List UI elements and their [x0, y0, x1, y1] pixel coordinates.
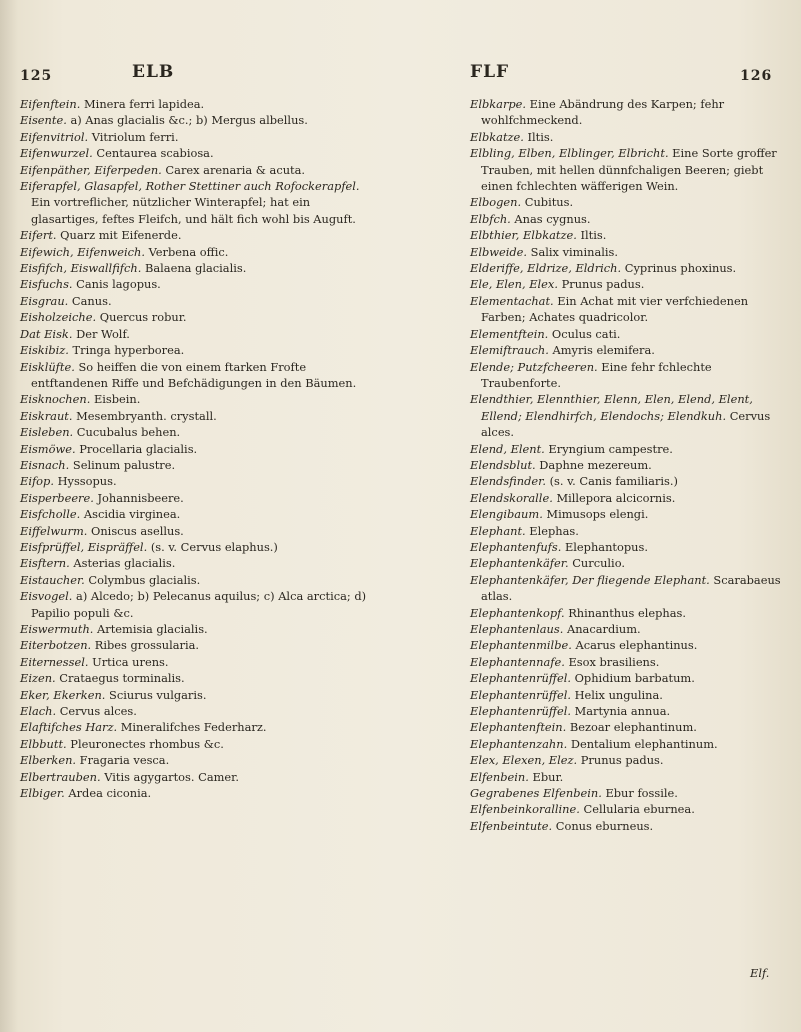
entry-term: Eiffelwurm.: [20, 523, 88, 538]
entry-definition: Dentalium elephantinum.: [567, 736, 718, 751]
entry-definition: Selinum palustre.: [69, 457, 176, 472]
entry-definition: Colymbus glacialis.: [84, 572, 201, 587]
entry-term: Elbkarpe.: [470, 97, 527, 111]
entry-definition: Eisbein.: [90, 392, 141, 407]
entry-definition: Quarz mit Eifenerde.: [56, 228, 182, 243]
entry-term: Elbogen.: [470, 195, 522, 210]
entry-definition: Hyssopus.: [53, 474, 117, 489]
entry-term: Elendskoralle.: [470, 490, 553, 505]
entry-definition: Vitriolum ferri.: [88, 129, 179, 144]
entry-definition: Rhinanthus elephas.: [564, 605, 686, 620]
dictionary-entry: [20, 391, 370, 407]
entry-definition: Oculus cati.: [548, 326, 621, 341]
entry-term: Elbbutt.: [20, 736, 67, 751]
entry-term: Eisnach.: [20, 457, 70, 472]
entry-definition: Ein vortreflicher, nützlicher Winterapfel; hat ein glasartiges, feftes Fleifch, und hält fich wohl bis Auguft.: [31, 195, 356, 226]
entry-definition: Anacardium.: [563, 622, 641, 636]
entry-definition: Ebur fossile.: [601, 786, 678, 801]
entry-definition: Mineralifches Federharz.: [117, 720, 267, 735]
entry-definition: Iltis.: [523, 129, 554, 144]
dictionary-entry: [470, 572, 788, 605]
dictionary-entry: [20, 719, 370, 735]
dictionary-entry: [470, 490, 788, 506]
entry-term: Elephantenkäfer, Der fliegende Elephant.: [470, 572, 710, 587]
left-page-number: 125: [20, 68, 53, 84]
dictionary-entry: [470, 539, 788, 555]
entry-definition: Crataegus torminalis.: [55, 671, 185, 686]
entry-definition: Cellularia eburnea.: [579, 802, 695, 817]
entry-definition: Iltis.: [576, 228, 607, 243]
entry-definition: Centaurea scabiosa.: [92, 146, 214, 161]
entry-definition: Acarus elephantinus.: [571, 638, 698, 653]
dictionary-entry: [20, 408, 370, 424]
entry-definition: Oniscus asellus.: [87, 523, 184, 538]
right-page-number: 126: [740, 68, 773, 84]
dictionary-entry: [470, 244, 788, 260]
entry-definition: Ein Achat mit vier verfchiedenen Farben; Achates quadricolor.: [481, 293, 749, 325]
dictionary-entry: [20, 588, 370, 621]
entry-definition: Anas cygnus.: [510, 211, 591, 226]
dictionary-entry: [20, 276, 370, 292]
entry-definition: Helix ungulina.: [570, 687, 663, 702]
dictionary-entry: [470, 293, 788, 326]
entry-term: Eiternessel.: [20, 654, 89, 669]
entry-definition: Elephantopus.: [561, 539, 648, 554]
entry-definition: Ebur.: [528, 769, 564, 784]
entry-definition: Carex arenaria & acuta.: [161, 162, 306, 177]
entry-definition: Curculio.: [568, 556, 625, 571]
entry-term: Elephantenrüffel.: [470, 671, 571, 686]
entry-definition: Prunus padus.: [577, 753, 664, 768]
entry-definition: Salix viminalis.: [527, 244, 618, 259]
entry-term: Eisknochen.: [20, 392, 91, 407]
entry-definition: Canus.: [68, 293, 112, 308]
dictionary-entry: [20, 637, 370, 653]
entry-term: Eisfprüffel, Eispräffel.: [20, 539, 148, 554]
entry-term: Elephantenlaus.: [470, 622, 564, 636]
entry-term: Elendthier, Elennthier, Elenn, Elen, Elend, Elent, Ellend; Elendhirfch, Elendochs; Elendkuh.: [470, 392, 753, 423]
entry-definition: Ardea ciconia.: [64, 786, 152, 801]
entry-definition: a) Alcedo; b) Pelecanus aquilus; c) Alca arctica; d) Papilio populi &c.: [31, 589, 367, 620]
entry-term: Elephantenzahn.: [470, 736, 568, 751]
dictionary-entry: [470, 752, 788, 768]
dictionary-entry: [470, 785, 788, 801]
dictionary-entry: [20, 129, 370, 145]
left-running-head: ELB: [132, 62, 175, 82]
entry-term: Eizen.: [20, 671, 56, 686]
entry-definition: Ascidia virginea.: [80, 507, 181, 522]
entry-definition: Tringa hyperborea.: [68, 343, 185, 358]
entry-term: Elach.: [20, 704, 57, 719]
entry-term: Elbiger.: [20, 786, 65, 801]
dictionary-entry: [20, 572, 370, 588]
entry-term: Eisgrau.: [20, 293, 69, 308]
dictionary-entry: [20, 96, 370, 112]
dictionary-entry: [470, 719, 788, 735]
entry-definition: Quercus robur.: [96, 310, 187, 325]
entry-definition: Scarabaeus atlas.: [481, 572, 781, 604]
entry-term: Eisklüfte.: [20, 359, 75, 374]
entry-definition: Cervus alces.: [56, 704, 137, 719]
entry-term: Eisftern.: [20, 556, 70, 571]
entry-definition: Verbena offic.: [145, 244, 229, 259]
dictionary-entry: [20, 112, 370, 128]
right-running-head: FLF: [470, 62, 510, 82]
dictionary-entry: [20, 621, 370, 637]
entry-term: Eifewich, Eifenweich.: [20, 244, 145, 259]
entry-definition: Eine Abändrung des Karpen; fehr wohlfchmeckend.: [481, 97, 725, 128]
dictionary-entry: [470, 769, 788, 785]
dictionary-entry: [470, 818, 788, 834]
dictionary-entry: [20, 752, 370, 768]
entry-definition: So heiffen die von einem ftarken Frofte entftandenen Riffe und Befchädigungen in den Bäumen.: [31, 359, 357, 390]
entry-term: Eisfuchs.: [20, 277, 73, 292]
dictionary-entry: [470, 326, 788, 342]
entry-term: Elend, Elent.: [470, 441, 545, 456]
dictionary-entry: [470, 129, 788, 145]
dictionary-entry: [20, 293, 370, 309]
entry-definition: Cucubalus behen.: [73, 425, 181, 440]
dictionary-entry: [470, 473, 788, 489]
entry-definition: Esox brasiliens.: [564, 654, 660, 669]
entry-definition: Fragaria vesca.: [76, 753, 170, 768]
entry-definition: Procellaria glacialis.: [75, 441, 198, 456]
entry-definition: a) Anas glacialis &c.; b) Mergus albellus.: [66, 113, 308, 128]
dictionary-entry: [20, 539, 370, 555]
entry-definition: Daphne mezereum.: [535, 457, 652, 472]
entry-term: Elbling, Elben, Elblinger, Elbricht.: [470, 146, 669, 161]
entry-term: Elbkatze.: [470, 129, 524, 144]
dictionary-entry: [20, 703, 370, 719]
entry-term: Elementftein.: [470, 326, 549, 341]
dictionary-entry: [470, 441, 788, 457]
dictionary-entry: [20, 260, 370, 276]
left-column: [20, 96, 370, 801]
entry-definition: Bezoar elephantinum.: [566, 720, 697, 735]
entry-term: Eifenftein.: [20, 97, 81, 111]
dictionary-entry: [470, 342, 788, 358]
entry-definition: Cyprinus phoxinus.: [621, 261, 737, 276]
entry-term: Eifop.: [20, 474, 54, 489]
entry-term: Ele, Elen, Elex.: [470, 277, 558, 292]
dictionary-entry: [470, 211, 788, 227]
dictionary-entry: [470, 194, 788, 210]
entry-definition: Cubitus.: [521, 195, 574, 210]
dictionary-entry: [470, 96, 788, 129]
entry-term: Elephantenrüffel.: [470, 687, 571, 702]
entry-term: Eisfifch, Eiswallfifch.: [20, 261, 142, 276]
entry-definition: Eine Sorte groffer Trauben, mit hellen dünnfchaligen Beeren; giebt einen fchlechten wäfferigen Wein.: [481, 146, 777, 194]
entry-term: Eisfcholle.: [20, 507, 81, 522]
entry-term: Eifenvitriol.: [20, 129, 89, 144]
entry-definition: Pleuronectes rhombus &c.: [66, 736, 224, 751]
entry-term: Elementachat.: [470, 293, 554, 308]
dictionary-entry: [20, 736, 370, 752]
entry-definition: Ophidium barbatum.: [570, 671, 695, 686]
entry-definition: Mimusops elengi.: [542, 507, 649, 522]
entry-definition: Vitis agygartos. Camer.: [100, 769, 239, 784]
entry-term: Elephantenfufs.: [470, 539, 562, 554]
entry-term: Elfenbein.: [470, 769, 529, 784]
dictionary-entry: [470, 523, 788, 539]
page-gutter-shadow: [0, 0, 18, 1032]
dictionary-entry: [20, 227, 370, 243]
entry-term: Eisperbeere.: [20, 490, 94, 505]
entry-definition: Millepora alcicornis.: [552, 490, 676, 505]
entry-definition: Balaena glacialis.: [141, 261, 247, 276]
entry-term: Eistaucher.: [20, 572, 85, 587]
entry-term: Eifenwurzel.: [20, 146, 93, 161]
entry-definition: Der Wolf.: [72, 326, 130, 341]
dictionary-entry: [470, 736, 788, 752]
entry-term: Elemiftrauch.: [470, 343, 549, 358]
entry-definition: Eine fehr fchlechte Traubenforte.: [481, 359, 712, 390]
dictionary-entry: [470, 457, 788, 473]
right-column: [470, 96, 788, 834]
entry-definition: Amyris elemifera.: [548, 343, 655, 358]
entry-definition: Urtica urens.: [88, 654, 169, 669]
dictionary-entry: [470, 621, 788, 637]
entry-term: Eker, Ekerken.: [20, 687, 106, 702]
entry-term: Elephantenkäfer.: [470, 556, 569, 571]
entry-term: Gegrabenes Elfenbein.: [470, 786, 602, 801]
entry-term: Elephantenrüffel.: [470, 704, 571, 719]
entry-term: Elbfch.: [470, 211, 511, 226]
dictionary-entry: [20, 342, 370, 358]
dictionary-entry: [470, 703, 788, 719]
entry-term: Eisvogel.: [20, 589, 73, 604]
dictionary-entry: [20, 654, 370, 670]
dictionary-entry: [470, 391, 788, 440]
dictionary-entry: [470, 555, 788, 571]
entry-term: Elfenbeintute.: [470, 818, 553, 833]
dictionary-entry: [470, 801, 788, 817]
entry-term: Elex, Elexen, Elez.: [470, 753, 578, 768]
entry-term: Elephantenmilbe.: [470, 638, 572, 653]
entry-term: Elendsblut.: [470, 457, 536, 472]
entry-term: Eiterbotzen.: [20, 638, 92, 653]
entry-term: Elberken.: [20, 753, 77, 768]
dictionary-entry: [20, 785, 370, 801]
entry-definition: Martynia annua.: [570, 704, 671, 719]
dictionary-entry: [470, 670, 788, 686]
entry-term: Eisleben.: [20, 425, 74, 440]
dictionary-entry: [470, 276, 788, 292]
entry-term: Elbweide.: [470, 244, 528, 259]
entry-term: Elephantenkopf.: [470, 605, 565, 620]
entry-term: Eismöwe.: [20, 441, 76, 456]
entry-definition: Prunus padus.: [557, 277, 645, 292]
dictionary-entry: [20, 687, 370, 703]
dictionary-entry: [20, 359, 370, 392]
entry-term: Elephant.: [470, 523, 526, 538]
dictionary-entry: [20, 178, 370, 227]
entry-definition: Asterias glacialis.: [69, 556, 176, 571]
dictionary-entry: [20, 473, 370, 489]
dictionary-entry: [20, 523, 370, 539]
entry-term: Elbertrauben.: [20, 769, 101, 784]
dictionary-entry: [470, 145, 788, 194]
entry-definition: Conus eburneus.: [552, 818, 654, 833]
dictionary-entry: [20, 670, 370, 686]
dictionary-entry: [470, 506, 788, 522]
entry-term: Eiskibiz.: [20, 343, 69, 358]
dictionary-entry: [470, 260, 788, 276]
dictionary-entry: [20, 309, 370, 325]
dictionary-entry: [470, 359, 788, 392]
dictionary-entry: [20, 424, 370, 440]
entry-definition: (s. v. Cervus elaphus.): [147, 539, 278, 554]
entry-term: Elaftifches Harz.: [20, 720, 118, 735]
entry-term: Elfenbeinkoralline.: [470, 802, 580, 817]
dictionary-entry: [20, 457, 370, 473]
dictionary-entry: [20, 490, 370, 506]
entry-term: Elephantennafe.: [470, 654, 565, 669]
entry-term: Eifert.: [20, 228, 57, 243]
dictionary-entry: [20, 326, 370, 342]
entry-term: Elendsfinder.: [470, 474, 546, 489]
entry-term: Eifenpäther, Eiferpeden.: [20, 162, 162, 177]
entry-term: Elbthier, Elbkatze.: [470, 228, 577, 243]
entry-term: Elderiffe, Eldrize, Eldrich.: [470, 261, 622, 276]
dictionary-entry: [20, 769, 370, 785]
dictionary-entry: [470, 687, 788, 703]
entry-term: Elephantenftein.: [470, 720, 567, 735]
entry-definition: Johannisbeere.: [93, 490, 184, 505]
dictionary-entry: [470, 605, 788, 621]
entry-definition: Ribes grossularia.: [91, 638, 200, 653]
entry-definition: Eryngium campestre.: [544, 441, 673, 456]
entry-definition: Artemisia glacialis.: [93, 622, 208, 636]
entry-term: Elende; Putzfcheeren.: [470, 359, 598, 374]
entry-definition: (s. v. Canis familiaris.): [545, 474, 678, 489]
entry-definition: Cervus alces.: [481, 408, 771, 440]
dictionary-entry: [20, 244, 370, 260]
entry-term: Eisente.: [20, 113, 67, 128]
entry-definition: Mesembryanth. crystall.: [72, 408, 217, 423]
dictionary-entry: [20, 441, 370, 457]
entry-term: Eiskraut.: [20, 408, 73, 423]
dictionary-entry: [20, 145, 370, 161]
dictionary-entry: [20, 506, 370, 522]
entry-definition: Minera ferri lapidea.: [80, 97, 205, 111]
entry-definition: Elephas.: [525, 523, 579, 538]
dictionary-entry: [20, 555, 370, 571]
entry-term: Eiswermuth.: [20, 622, 94, 636]
entry-term: Elengibaum.: [470, 507, 543, 522]
entry-term: Dat Eisk.: [20, 326, 73, 341]
entry-term: Eisholzeiche.: [20, 310, 97, 325]
entry-definition: Sciurus vulgaris.: [105, 687, 207, 702]
dictionary-entry: [20, 162, 370, 178]
catchword: Elf.: [750, 966, 770, 980]
dictionary-entry: [470, 654, 788, 670]
entry-term: Eiferapfel, Glasapfel, Rother Stettiner auch Rofockerapfel.: [20, 179, 360, 194]
entry-definition: Canis lagopus.: [72, 277, 161, 292]
dictionary-entry: [470, 637, 788, 653]
dictionary-entry: [470, 227, 788, 243]
